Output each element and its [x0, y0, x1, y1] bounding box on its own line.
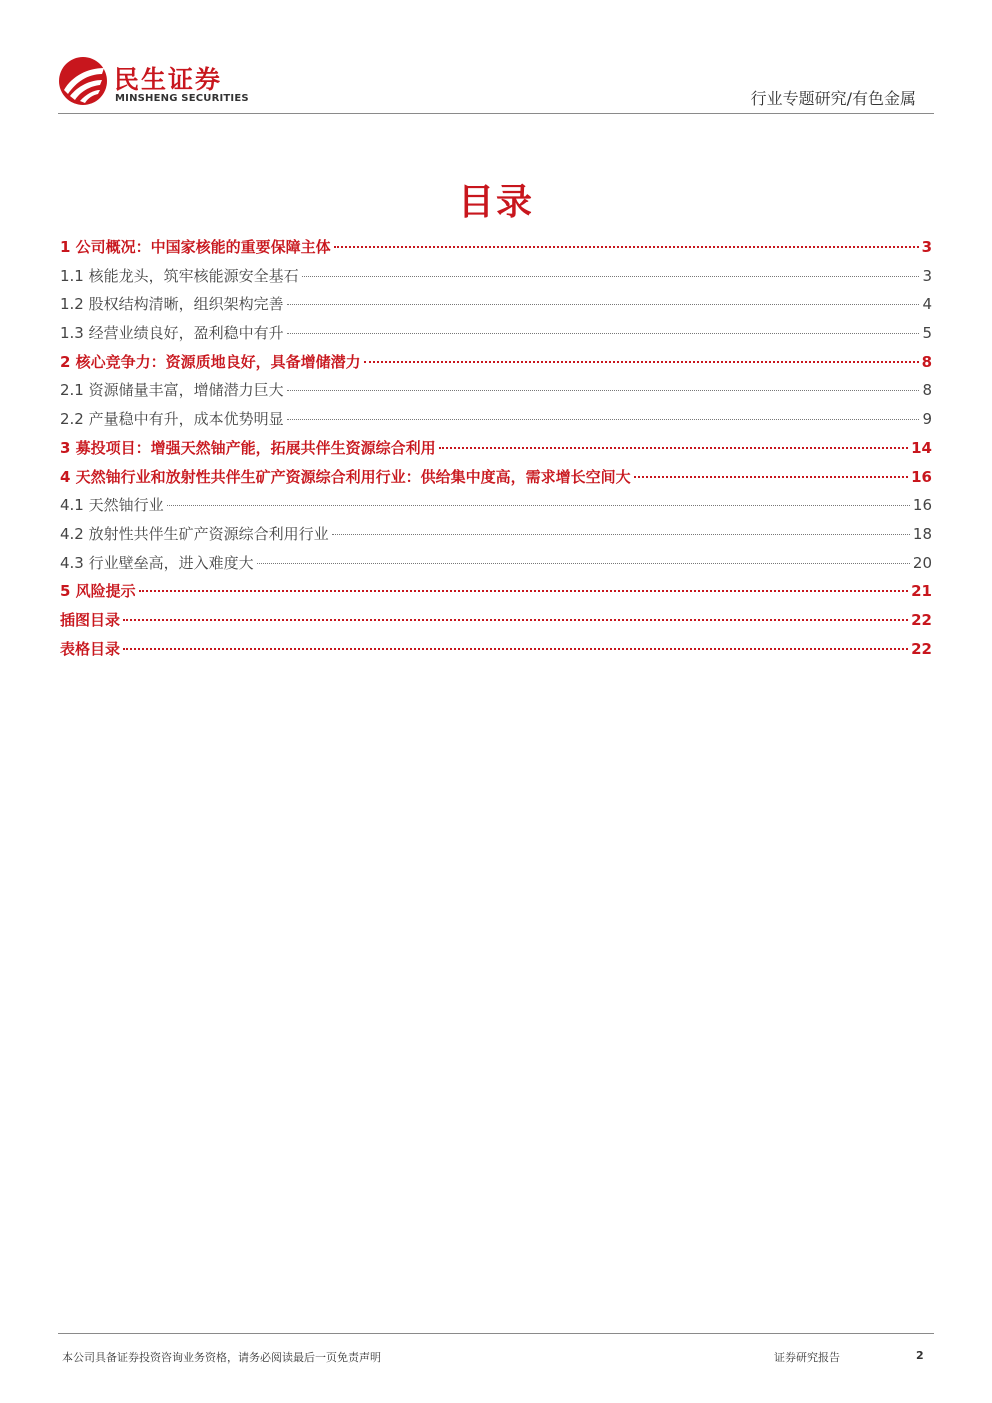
- toc-entry-page: 3: [921, 238, 932, 256]
- minsheng-logo-icon: [58, 56, 108, 106]
- toc-entry-title: 4.1 天然铀行业: [60, 496, 164, 515]
- toc-leader-dots: [257, 563, 910, 564]
- toc-entry-page: 20: [912, 553, 932, 572]
- toc-entry-section[interactable]: [60, 494, 932, 523]
- header-divider: [58, 113, 934, 114]
- toc-entry-page: 21: [911, 582, 932, 601]
- toc-leader-dots: [634, 476, 908, 478]
- toc-entry-page: 22: [911, 610, 932, 629]
- toc-entry-title: 1 公司概况：中国家核能的重要保障主体: [60, 238, 331, 256]
- toc-entry-title: 插图目录: [60, 610, 121, 629]
- toc-entry-section[interactable]: [60, 552, 932, 581]
- toc-entry-chapter[interactable]: [60, 580, 932, 609]
- toc-leader-dots: [439, 447, 908, 449]
- page-number: 2: [916, 1349, 924, 1362]
- toc-entry-page: 16: [912, 496, 932, 515]
- toc-entry-page: 16: [911, 467, 932, 486]
- toc-leader-dots: [139, 590, 908, 592]
- toc-leader-dots: [123, 619, 908, 621]
- toc-entry-title: 3 募投项目：增强天然铀产能，拓展共伴生资源综合利用: [60, 438, 436, 457]
- toc-entry-chapter[interactable]: [60, 351, 932, 380]
- toc-entry-section[interactable]: [60, 523, 932, 552]
- footer-doc-type: 证券研究报告: [774, 1351, 840, 1364]
- toc-leader-dots: [334, 246, 919, 248]
- toc-leader-dots: [287, 333, 920, 334]
- toc-entry-title: 2 核心竞争力：资源质地良好，具备增储潜力: [60, 352, 361, 371]
- toc-entry-section[interactable]: [60, 379, 932, 408]
- toc-entry-section[interactable]: [60, 408, 932, 437]
- toc-entry-chapter[interactable]: [60, 236, 932, 265]
- toc-entry-chapter[interactable]: [60, 466, 932, 495]
- toc-entry-section[interactable]: [60, 322, 932, 351]
- toc-entry-title: 5 风险提示: [60, 582, 136, 601]
- logo: [58, 56, 298, 108]
- toc-leader-dots: [364, 361, 919, 363]
- toc-entry-chapter[interactable]: [60, 437, 932, 466]
- toc-entry-page: 5: [922, 324, 932, 343]
- toc-entry-title: 4.3 行业壁垒高，进入难度大: [60, 553, 254, 572]
- toc-title: 目录: [457, 182, 534, 223]
- page-header: [58, 52, 934, 116]
- toc-leader-dots: [332, 534, 910, 535]
- toc-entry-section[interactable]: [60, 265, 932, 294]
- toc-entry-title: 1.3 经营业绩良好，盈利稳中有升: [60, 324, 284, 343]
- toc-leader-dots: [302, 276, 920, 277]
- toc-entry-title: 4.2 放射性共伴生矿产资源综合利用行业: [60, 524, 329, 543]
- table-of-contents: [60, 236, 932, 666]
- toc-entry-title: 2.2 产量稳中有升，成本优势明显: [60, 410, 284, 429]
- footer-divider: [58, 1333, 934, 1334]
- logo-english-name: MINSHENG SECURITIES: [115, 93, 249, 104]
- toc-entry-chapter[interactable]: [60, 609, 932, 638]
- toc-leader-dots: [287, 390, 920, 391]
- toc-leader-dots: [123, 648, 908, 650]
- toc-entry-page: 4: [922, 295, 932, 314]
- toc-leader-dots: [287, 304, 920, 305]
- toc-entry-page: 3: [922, 266, 932, 285]
- toc-entry-title: 1.2 股权结构清晰，组织架构完善: [60, 295, 284, 314]
- toc-entry-title: 1.1 核能龙头，筑牢核能源安全基石: [60, 266, 299, 285]
- toc-entry-title: 2.1 资源储量丰富，增储潜力巨大: [60, 381, 284, 400]
- toc-leader-dots: [167, 505, 910, 506]
- toc-entry-page: 9: [922, 410, 932, 429]
- toc-entry-page: 18: [912, 524, 932, 543]
- toc-entry-title: 4 天然铀行业和放射性共伴生矿产资源综合利用行业：供给集中度高，需求增长空间大: [60, 467, 631, 486]
- logo-chinese-name: 民生证券: [114, 65, 223, 94]
- footer-disclaimer: 本公司具备证券投资咨询业务资格，请务必阅读最后一页免责声明: [62, 1351, 381, 1364]
- toc-entry-page: 22: [911, 639, 932, 658]
- toc-entry-page: 14: [911, 438, 932, 457]
- toc-leader-dots: [287, 419, 920, 420]
- report-category: 行业专题研究/有色金属: [750, 89, 916, 108]
- toc-entry-title: 表格目录: [60, 639, 121, 658]
- toc-entry-section[interactable]: [60, 293, 932, 322]
- toc-entry-chapter[interactable]: [60, 638, 932, 667]
- toc-entry-page: 8: [922, 381, 932, 400]
- toc-entry-page: 8: [921, 352, 932, 371]
